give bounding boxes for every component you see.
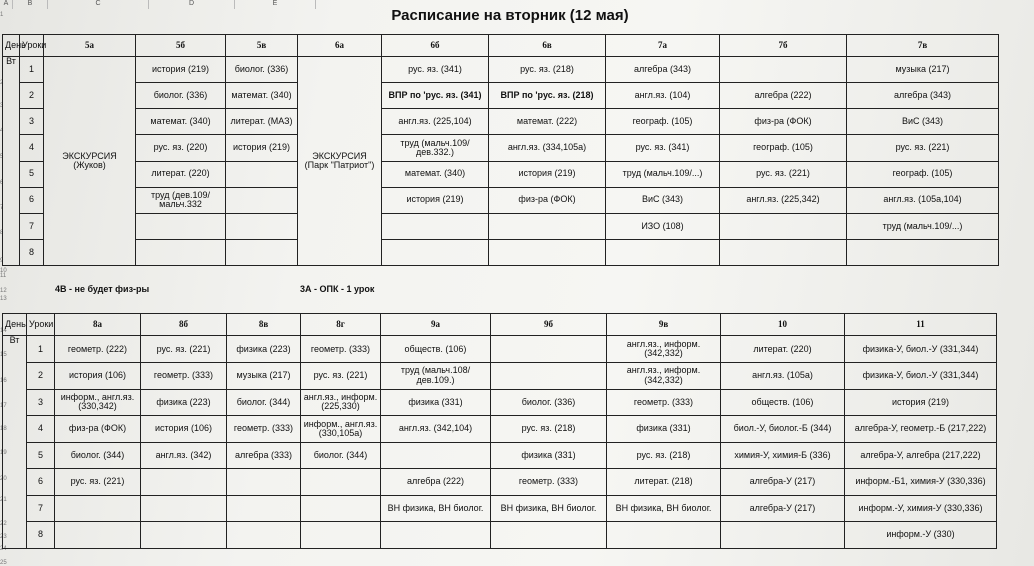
schedule-cell[interactable]: история (219) [489, 161, 606, 187]
schedule-cell[interactable] [491, 522, 607, 549]
schedule-cell[interactable] [607, 522, 721, 549]
lesson-row [3, 57, 999, 83]
schedule-cell[interactable]: алгебра (333) [227, 442, 301, 469]
schedule-cell[interactable] [141, 522, 227, 549]
schedule-cell[interactable] [382, 239, 489, 265]
schedule-cell[interactable]: рус. яз. (221) [301, 363, 381, 390]
schedule-cell[interactable]: рус. яз. (221) [847, 135, 999, 161]
row-number[interactable]: 19 [0, 450, 7, 456]
schedule-cell[interactable] [227, 522, 301, 549]
schedule-cell[interactable] [227, 469, 301, 496]
lesson-row [3, 522, 997, 549]
schedule-cell[interactable]: физика (331) [381, 389, 491, 416]
row-number[interactable]: 17 [0, 403, 7, 409]
col-E[interactable]: E [235, 0, 316, 9]
lesson-number[interactable]: 6 [27, 469, 55, 496]
excursion-place: (Жуков) [73, 160, 106, 171]
schedule-cell[interactable]: ВН физика, ВН биолог. [381, 495, 491, 522]
schedule-cell[interactable]: англ.яз. (342) [141, 442, 227, 469]
schedule-cell[interactable]: алгебра (222) [381, 469, 491, 496]
schedule-cell[interactable]: труд (мальч.109/...) [847, 213, 999, 239]
schedule-cell[interactable]: англ.яз. (334,105а) [489, 135, 606, 161]
class-header[interactable]: 6б [382, 35, 489, 57]
lesson-row [3, 416, 997, 443]
schedule-cell[interactable]: математ. (340) [136, 109, 226, 135]
schedule-cell[interactable]: история (219) [382, 187, 489, 213]
schedule-cell[interactable]: англ.яз. (225,342) [720, 187, 847, 213]
note-4v: 4В - не будет физ-ры [55, 284, 150, 294]
schedule-cell[interactable]: литерат. (220) [136, 161, 226, 187]
col-B[interactable]: B [13, 0, 48, 9]
class-header[interactable]: 8г [301, 314, 381, 336]
schedule-cell[interactable]: геометр. (222) [55, 336, 141, 363]
schedule-cell[interactable]: история (106) [55, 363, 141, 390]
schedule-cell[interactable] [381, 522, 491, 549]
row-number[interactable]: 18 [0, 426, 7, 432]
schedule-cell[interactable]: рус. яз. (221) [55, 469, 141, 496]
class-header[interactable]: 9б [491, 314, 607, 336]
schedule-cell[interactable]: информ.-У, химия-У (330,336) [845, 495, 997, 522]
lesson-number[interactable]: 7 [20, 213, 44, 239]
schedule-cell[interactable]: англ.яз., информ. (225,330) [301, 389, 381, 416]
class-header[interactable]: 5б [136, 35, 226, 57]
schedule-cell[interactable]: геометр. (333) [141, 363, 227, 390]
class-header[interactable]: 10 [721, 314, 845, 336]
schedule-cell[interactable]: англ.яз., информ. (342,332) [607, 363, 721, 390]
schedule-cell[interactable]: рус. яз. (218) [489, 57, 606, 83]
schedule-cell[interactable]: ВПР по 'рус. яз. (341) [382, 83, 489, 109]
schedule-cell[interactable]: англ.яз. (105а) [721, 363, 845, 390]
schedule-cell[interactable]: англ.яз. (225,104) [382, 109, 489, 135]
row-number[interactable]: 11 [0, 273, 7, 279]
lesson-number[interactable]: 4 [20, 135, 44, 161]
row-number[interactable]: 2 [0, 80, 4, 86]
schedule-cell[interactable]: физ-ра (ФОК) [720, 109, 847, 135]
schedule-cell[interactable]: информ., англ.яз. (330,342) [55, 389, 141, 416]
class-header[interactable]: 5а [44, 35, 136, 57]
schedule-cell[interactable]: алгебра (343) [847, 83, 999, 109]
schedule-cell[interactable]: англ.яз., информ. (342,332) [607, 336, 721, 363]
excursion-title: ЭКСКУРСИЯ [312, 150, 367, 161]
row-number[interactable]: 5 [0, 154, 4, 160]
row-number[interactable]: 25 [0, 560, 7, 566]
schedule-cell[interactable]: физ-ра (ФОК) [55, 416, 141, 443]
excursion-title: ЭКСКУРСИЯ [62, 150, 117, 161]
note-3a: 3А - ОПК - 1 урок [300, 284, 375, 294]
col-D[interactable]: D [149, 0, 235, 9]
schedule-cell[interactable] [301, 522, 381, 549]
schedule-cell[interactable]: биолог. (344) [301, 442, 381, 469]
schedule-cell[interactable]: история (219) [136, 57, 226, 83]
lesson-number[interactable]: 3 [20, 109, 44, 135]
schedule-cell[interactable] [301, 495, 381, 522]
schedule-cell[interactable]: литерат. (МАЗ) [226, 109, 298, 135]
schedule-cell[interactable]: музыка (217) [227, 363, 301, 390]
schedule-cell[interactable]: ВПР по 'рус. яз. (218) [489, 83, 606, 109]
schedule-cell[interactable]: рус. яз. (218) [491, 416, 607, 443]
lesson-number[interactable]: 5 [20, 161, 44, 187]
schedule-cell[interactable]: ВН физика, ВН биолог. [491, 495, 607, 522]
schedule-cell[interactable]: алгебра (222) [720, 83, 847, 109]
schedule-cell[interactable] [226, 187, 298, 213]
lesson-header[interactable]: Уроки [20, 35, 44, 57]
row-number[interactable]: 8 [0, 230, 4, 236]
schedule-cell[interactable]: географ. (105) [720, 135, 847, 161]
lesson-row [3, 83, 999, 109]
schedule-cell[interactable]: биолог. (336) [136, 83, 226, 109]
schedule-cell[interactable] [226, 239, 298, 265]
row-number[interactable]: 3 [0, 103, 4, 109]
schedule-cell[interactable]: физика (223) [227, 336, 301, 363]
col-A[interactable]: A [0, 0, 13, 9]
lesson-row [3, 495, 997, 522]
lesson-number[interactable]: 5 [27, 442, 55, 469]
schedule-cell[interactable]: история (219) [226, 135, 298, 161]
schedule-cell[interactable]: музыка (217) [847, 57, 999, 83]
schedule-cell[interactable]: алгебра-У, геометр.-Б (217,222) [845, 416, 997, 443]
lesson-number[interactable]: 1 [27, 336, 55, 363]
schedule-cell[interactable]: история (106) [141, 416, 227, 443]
schedule-cell[interactable]: географ. (105) [847, 161, 999, 187]
schedule-cell[interactable]: математ. (222) [489, 109, 606, 135]
row-number[interactable]: 23 [0, 534, 7, 540]
class-header[interactable]: 6а [298, 35, 382, 57]
schedule-cell[interactable] [301, 469, 381, 496]
lesson-number[interactable]: 1 [20, 57, 44, 83]
row-number[interactable]: 13 [0, 296, 7, 302]
schedule-cell[interactable] [136, 213, 226, 239]
schedule-cell[interactable]: труд (мальч.108/дев.109.) [381, 363, 491, 390]
row-number[interactable]: 22 [0, 521, 7, 527]
class-header[interactable]: 5в [226, 35, 298, 57]
col-C[interactable]: C [48, 0, 149, 9]
schedule-cell[interactable]: биолог. (336) [226, 57, 298, 83]
lesson-number[interactable]: 8 [20, 239, 44, 265]
schedule-cell[interactable] [141, 495, 227, 522]
schedule-cell[interactable]: история (219) [845, 389, 997, 416]
schedule-cell[interactable] [720, 213, 847, 239]
schedule-cell[interactable]: геометр. (333) [227, 416, 301, 443]
schedule-cell[interactable] [226, 213, 298, 239]
lesson-number[interactable]: 7 [27, 495, 55, 522]
schedule-cell[interactable]: рус. яз. (221) [141, 336, 227, 363]
schedule-cell[interactable] [136, 239, 226, 265]
schedule-cell[interactable]: биол.-У, биолог.-Б (344) [721, 416, 845, 443]
schedule-cell[interactable] [55, 495, 141, 522]
schedule-cell[interactable]: рус. яз. (221) [720, 161, 847, 187]
schedule-cell[interactable] [489, 239, 606, 265]
schedule-cell[interactable] [721, 522, 845, 549]
schedule-cell[interactable]: химия-У, химия-Б (336) [721, 442, 845, 469]
schedule-cell[interactable]: англ.яз. (105а,104) [847, 187, 999, 213]
schedule-cell[interactable]: алгебра (343) [606, 57, 720, 83]
schedule-cell[interactable] [382, 213, 489, 239]
schedule-cell[interactable]: литерат. (220) [721, 336, 845, 363]
column-headers [0, 0, 360, 9]
class-header[interactable]: 7б [720, 35, 847, 57]
schedule-cell[interactable]: геометр. (333) [607, 389, 721, 416]
class-header[interactable]: 6в [489, 35, 606, 57]
schedule-cell[interactable]: информ.-У (330) [845, 522, 997, 549]
schedule-cell[interactable]: рус. яз. (218) [607, 442, 721, 469]
class-header[interactable]: 8б [141, 314, 227, 336]
lesson-row [3, 336, 997, 363]
schedule-cell[interactable]: физика (331) [491, 442, 607, 469]
schedule-cell[interactable] [491, 336, 607, 363]
schedule-cell[interactable]: англ.яз. (342,104) [381, 416, 491, 443]
class-header[interactable]: 7в [847, 35, 999, 57]
class-header[interactable]: 9в [607, 314, 721, 336]
schedule-cell[interactable]: физика-У, биол.-У (331,344) [845, 336, 997, 363]
schedule-cell[interactable] [491, 363, 607, 390]
day-header[interactable]: День [3, 314, 27, 336]
lesson-number[interactable]: 8 [27, 522, 55, 549]
row-number[interactable]: 15 [0, 352, 7, 358]
schedule-cell[interactable]: биолог. (344) [55, 442, 141, 469]
schedule-cell[interactable]: труд (мальч.109/...) [606, 161, 720, 187]
lesson-row [3, 363, 997, 390]
schedule-cell[interactable]: алгебра-У (217) [721, 469, 845, 496]
schedule-cell[interactable]: географ. (105) [606, 109, 720, 135]
row-number[interactable]: 14 [0, 328, 7, 334]
schedule-cell[interactable]: ИЗО (108) [606, 213, 720, 239]
row-number[interactable]: 10 [0, 268, 7, 274]
excursion-cell-5a[interactable] [44, 57, 136, 266]
schedule-cell[interactable]: биолог. (336) [491, 389, 607, 416]
schedule-cell[interactable] [847, 239, 999, 265]
lesson-row [3, 161, 999, 187]
schedule-cell[interactable]: ВиС (343) [847, 109, 999, 135]
lesson-row [3, 213, 999, 239]
schedule-cell[interactable] [141, 469, 227, 496]
schedule-cell[interactable]: физика (223) [141, 389, 227, 416]
class-header[interactable]: 11 [845, 314, 997, 336]
schedule-cell[interactable] [720, 239, 847, 265]
lesson-number[interactable]: 2 [27, 363, 55, 390]
schedule-cell[interactable]: труд (дев.109/мальч.332 [136, 187, 226, 213]
row-number[interactable]: 20 [0, 476, 7, 482]
lesson-header[interactable]: Уроки [27, 314, 55, 336]
schedule-cell[interactable]: биолог. (344) [227, 389, 301, 416]
header-row [3, 35, 999, 57]
page-title: Расписание на вторник (12 мая) [391, 7, 629, 24]
schedule-cell[interactable] [489, 213, 606, 239]
schedule-cell[interactable]: геометр. (333) [491, 469, 607, 496]
lesson-number[interactable]: 6 [20, 187, 44, 213]
lesson-number[interactable]: 4 [27, 416, 55, 443]
lesson-number[interactable]: 2 [20, 83, 44, 109]
schedule-cell[interactable]: алгебра-У, алгебра (217,222) [845, 442, 997, 469]
lesson-number[interactable]: 3 [27, 389, 55, 416]
day-cell[interactable]: Вт [3, 336, 27, 549]
row-number[interactable]: 12 [0, 288, 7, 294]
class-header[interactable]: 9а [381, 314, 491, 336]
schedule-cell[interactable]: рус. яз. (220) [136, 135, 226, 161]
excursion-cell-6a[interactable] [298, 57, 382, 266]
schedule-cell[interactable] [226, 161, 298, 187]
schedule-cell[interactable]: обществ. (106) [721, 389, 845, 416]
excursion-place: (Парк "Патриот") [304, 160, 375, 171]
schedule-cell[interactable]: ВиС (343) [606, 187, 720, 213]
schedule-cell[interactable]: алгебра-У (217) [721, 495, 845, 522]
top-schedule-table [2, 34, 999, 266]
schedule-cell[interactable] [55, 522, 141, 549]
lesson-row [3, 239, 999, 265]
schedule-cell[interactable]: информ.-Б1, химия-У (330,336) [845, 469, 997, 496]
schedule-cell[interactable] [227, 495, 301, 522]
row-number[interactable]: 21 [0, 497, 7, 503]
lesson-row [3, 187, 999, 213]
class-header[interactable]: 7а [606, 35, 720, 57]
schedule-cell[interactable]: физ-ра (ФОК) [489, 187, 606, 213]
class-header[interactable]: 8а [55, 314, 141, 336]
row-number[interactable]: 7 [0, 205, 4, 211]
schedule-cell[interactable] [606, 239, 720, 265]
day-header[interactable]: День [3, 35, 20, 57]
row-number[interactable]: 6 [0, 180, 4, 186]
lesson-row [3, 469, 997, 496]
schedule-cell[interactable]: рус. яз. (341) [382, 57, 489, 83]
schedule-cell[interactable]: труд (мальч.109/дев.332.) [382, 135, 489, 161]
schedule-cell[interactable]: ВН физика, ВН биолог. [607, 495, 721, 522]
schedule-cell[interactable]: англ.яз. (104) [606, 83, 720, 109]
lesson-row [3, 109, 999, 135]
lesson-row [3, 389, 997, 416]
row-number[interactable]: 9 [0, 258, 4, 264]
row-number[interactable]: 4 [0, 128, 4, 134]
schedule-cell[interactable] [381, 442, 491, 469]
schedule-cell[interactable]: математ. (340) [382, 161, 489, 187]
schedule-cell[interactable]: физика (331) [607, 416, 721, 443]
header-row [3, 314, 997, 336]
day-cell[interactable]: Вт [3, 57, 20, 266]
lesson-row [3, 135, 999, 161]
row-number[interactable]: 16 [0, 378, 7, 384]
schedule-cell[interactable]: математ. (340) [226, 83, 298, 109]
row-number[interactable]: 1 [0, 12, 4, 18]
bottom-schedule-table [2, 313, 997, 549]
lesson-row [3, 442, 997, 469]
schedule-cell[interactable]: физика-У, биол.-У (331,344) [845, 363, 997, 390]
class-header[interactable]: 8в [227, 314, 301, 336]
schedule-cell[interactable]: литерат. (218) [607, 469, 721, 496]
schedule-cell[interactable]: рус. яз. (341) [606, 135, 720, 161]
schedule-cell[interactable]: геометр. (333) [301, 336, 381, 363]
schedule-cell[interactable]: обществ. (106) [381, 336, 491, 363]
schedule-cell[interactable]: информ., англ.яз. (330,105а) [301, 416, 381, 443]
row-number[interactable]: 24 [0, 546, 7, 552]
schedule-cell[interactable] [720, 57, 847, 83]
